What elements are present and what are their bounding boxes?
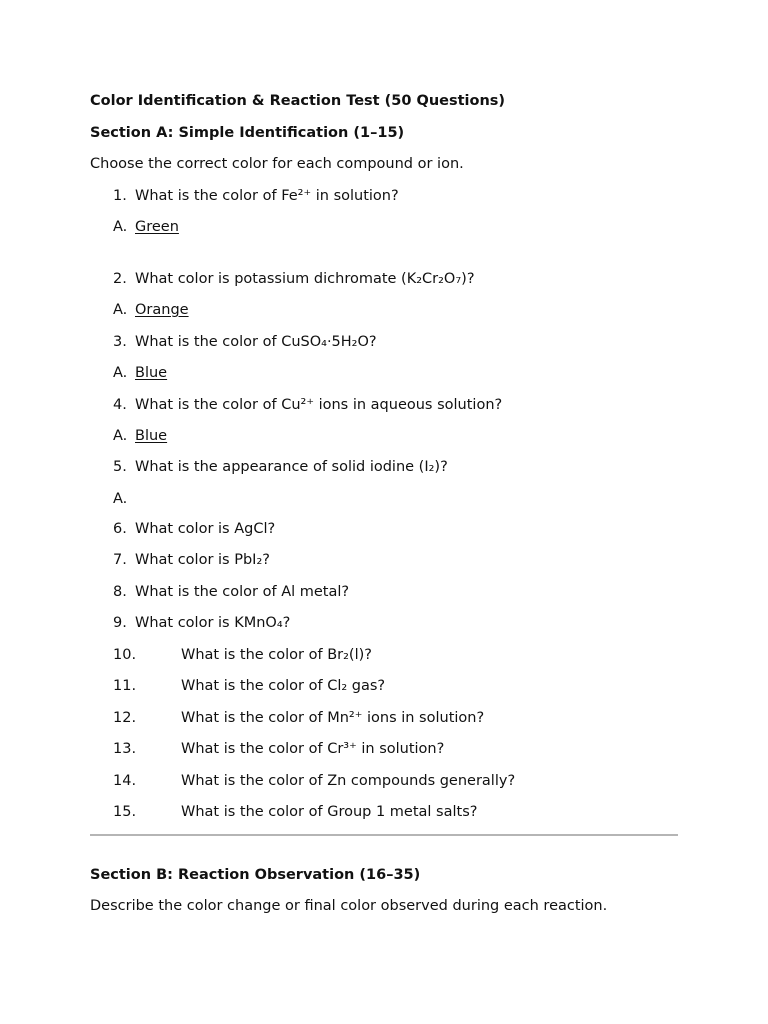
- question-number: 9.: [113, 615, 127, 631]
- question-number: 10.: [113, 647, 137, 663]
- section-a-heading: Section A: Simple Identification (1–15): [90, 125, 405, 141]
- question-text: What color is PbI₂?: [135, 552, 270, 568]
- question-text: What is the appearance of solid iodine (I₂)?: [135, 459, 448, 475]
- question-number: 5.: [113, 459, 127, 475]
- question-number: 14.: [113, 773, 137, 789]
- question-text: What color is AgCl?: [135, 521, 276, 537]
- answer-label: A.: [113, 219, 128, 235]
- question-number: 6.: [113, 521, 127, 537]
- question-number: 11.: [113, 678, 137, 694]
- section-divider: [90, 834, 678, 836]
- answer-label: A.: [113, 365, 128, 381]
- answer-label: A.: [113, 491, 128, 507]
- answer-value: Orange: [135, 302, 189, 318]
- answer-value: Blue: [135, 365, 168, 381]
- section-a-instruction: Choose the correct color for each compound or ion.: [90, 156, 464, 172]
- question-number: 15.: [113, 804, 137, 820]
- answer-value: Green: [135, 219, 179, 235]
- question-number: 7.: [113, 552, 127, 568]
- question-text: What color is KMnO₄?: [135, 615, 291, 631]
- question-text: What is the color of Br₂(l)?: [181, 647, 372, 663]
- question-text: What is the color of Zn compounds generally?: [181, 773, 516, 789]
- question-number: 2.: [113, 271, 127, 287]
- question-number: 12.: [113, 710, 137, 726]
- answer-label: A.: [113, 302, 128, 318]
- question-number: 1.: [113, 188, 127, 204]
- section-b-heading: Section B: Reaction Observation (16–35): [90, 867, 421, 883]
- answer-label: A.: [113, 428, 128, 444]
- question-text: What color is potassium dichromate (K₂Cr₂O₇)?: [135, 271, 475, 287]
- question-number: 13.: [113, 741, 137, 757]
- answer-value: Blue: [135, 428, 168, 444]
- question-text: What is the color of Fe²⁺ in solution?: [135, 188, 399, 204]
- question-number: 8.: [113, 584, 127, 600]
- question-number: 3.: [113, 334, 127, 350]
- question-text: What is the color of Group 1 metal salts?: [181, 804, 478, 820]
- document-title: Color Identification & Reaction Test (50 Questions): [90, 93, 506, 109]
- question-text: What is the color of Cu²⁺ ions in aqueous solution?: [135, 397, 503, 413]
- question-text: What is the color of Cl₂ gas?: [181, 678, 386, 694]
- section-b-instruction: Describe the color change or final color observed during each reaction.: [90, 898, 608, 914]
- question-text: What is the color of Mn²⁺ ions in solution?: [181, 710, 485, 726]
- question-text: What is the color of CuSO₄·5H₂O?: [135, 334, 377, 350]
- question-number: 4.: [113, 397, 127, 413]
- question-text: What is the color of Cr³⁺ in solution?: [181, 741, 445, 757]
- question-text: What is the color of Al metal?: [135, 584, 350, 600]
